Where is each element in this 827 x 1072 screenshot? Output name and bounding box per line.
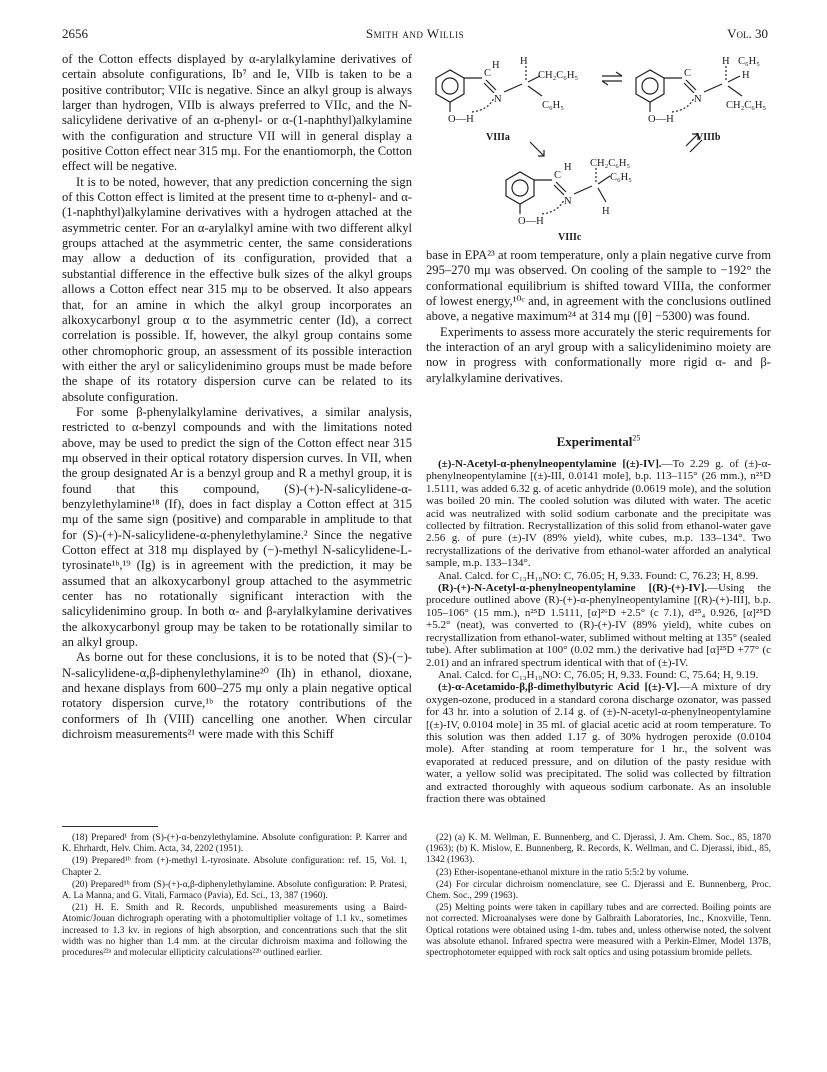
paragraph: For some β-phenylalkylamine derivatives, a similar analysis, restricted to α-benzyl compounds and with the limitations noted above, may be used to predict the sign of the Cotton effect near 315 mμ observed in their optical rotatory dispersion curves. In VII, when the group designated Ar is a benzyl group and R a methyl group, it is found that this compound, (S)-(+)-N-salicylidene-α-benzylethylamine¹⁸ (If), does in fact display a Cotton effect at 315 mμ of the same sign (positive) and comparable in amplitude to that for (S)-(+)-N-salicylidene-α-phenylethylamine.² Since the negative Cotton effect at 318 mμ displayed by (−)-methyl N-salicylidene-L-tyrosinate¹ᵇ,¹⁹ (Ig) is in agreement with the prediction, it may be assumed that an alkoxycarbonyl group attached to the asymmetric center has no rotationally significant interaction with the salicylidenimino group. In both α- and β-arylalkylamine derivatives the alkoxycarbonyl group may be taken to be rotationally similar to an alkyl group. <box>62 404 412 650</box>
procedure-text: —To 2.29 g. of (±)-α-phenylneopentylamine [(±)-III, 0.0141 mole], b.p. 113–115° (26 mm.), n²⁵D 1.5111, was added 6.32 g. of acetic anhydride (0.0619 mole), and the solution was boiled 20 min. The cooled solution was diluted with water. The acetic acid was neutralized with solid sodium carbonate and the precipitate was collected by filtration. Recrystallization of this solid from ethanol-water gave 2.56 g. of pure (±)-IV (89% yield), white cubes, m.p. 133–134°. Two recrystallizations of the derivative from ethanol-water afforded an analytical sample, m.p. 133–134°. <box>426 458 771 570</box>
label-n-b: N <box>694 94 702 105</box>
label-n-c: N <box>564 196 572 207</box>
page-number: 2656 <box>62 26 88 41</box>
label-viiia: VIIIa <box>486 132 510 143</box>
label-h-a2: H <box>520 56 528 67</box>
footnote: (19) Prepared¹ᵇ from (+)-methyl L-tyrosinate. Absolute configuration: ref. 15, Vol. 1, Chapter 2. <box>62 856 407 878</box>
label-c6h5-a: C₆H₅ <box>542 100 564 111</box>
running-head-authors: Smith and Willis <box>365 26 465 41</box>
label-c6h5-c: C₆H₅ <box>610 172 632 183</box>
aromatic-circle-a <box>442 78 458 94</box>
footnote: (21) H. E. Smith and R. Records, unpublished measurements using a Baird-Atomic/Jouan dichrograph operating with a photomultiplier voltage of 1.1 kv., sometimes increased to 1.3 kv. in regions of high absorption, and concentrations such that the slit width was no higher than 1.4 mm. at the circular dichroism maxima and following the procedures²²ᵃ and molecular ellipticity calculations²²ᵇ outlined earlier. <box>62 903 407 959</box>
label-oh-c: O—H <box>518 216 544 227</box>
footnote-rule <box>62 826 158 827</box>
label-oh-a: O—H <box>448 114 474 125</box>
experimental-heading-ref: 25 <box>632 433 641 443</box>
label-h-b2: H <box>742 70 750 81</box>
label-oh-b: O—H <box>648 114 674 125</box>
procedure-text: —A mixture of dry oxygen-ozone, produced in a standard corona discharge ozonator, was passed for 43 hr. into a solution of 2.14 g. of (±)-N-acetyl-α-phenylneopentylamine [(±)-IV, 0.0104 mole] in 35 ml. of glacial acetic acid at room temperature. To this solution was then added 1.17 g. of 30% hydrogen peroxide (0.0104 mole). After standing at room temperature for 1 hr., the solvent was evaporated at reduced pressure, and on dilution of the pasty residue with water, a yellow solid was precipitated. The solid was collected by filtration and extracted thoroughly with aqueous sodium carbonate. As an insoluble fraction there was obtained <box>426 681 771 805</box>
label-ch2c6h5-b: CH₂C₆H₅ <box>726 100 767 111</box>
label-h-b: H <box>722 56 730 67</box>
label-ch2c6h5-a: CH₂C₆H₅ <box>538 70 579 81</box>
label-n-a: N <box>494 94 502 105</box>
compound-title: (±)-N-Acetyl-α-phenylneopentylamine [(±)-IV]. <box>438 458 662 470</box>
footnotes-left <box>62 833 407 1033</box>
experimental-heading-text: Experimental <box>556 434 633 449</box>
conformer-diagram <box>426 50 771 246</box>
experimental-paragraph <box>426 458 771 570</box>
label-c-a: C <box>484 68 492 79</box>
left-column <box>62 52 412 817</box>
page-header <box>62 26 768 44</box>
footnotes-right <box>426 833 771 1033</box>
label-ch2c6h5-c: CH₂C₆H₅ <box>590 158 631 169</box>
label-c-b: C <box>684 68 692 79</box>
label-h-c: H <box>564 162 572 173</box>
paragraph: base in EPA²³ at room temperature, only a plain negative curve from 295–270 mμ was observed. On cooling of the sample to −192° the conformational equilibrium is shifted toward VIIIa, the conformer of lowest energy,¹⁰ᶜ and, in agreement with the conclusions outlined above, a negative maximum²⁴ at 314 mμ ([θ] −5300) was found. <box>426 248 771 324</box>
paragraph: Experiments to assess more accurately the steric requirements for the interaction of an aryl group with a salicylidenimino moiety are now in progress with conformationally more rigid α- and β-arylalkylamine derivatives. <box>426 324 771 385</box>
analysis-line: Anal. Calcd. for C₁₃H₁₉NO: C, 76.05; H, 9.33. Found: C, 76.23; H, 8.99. <box>438 569 759 582</box>
experimental-heading <box>426 434 771 450</box>
aromatic-circle-c <box>512 180 528 196</box>
paragraph: of the Cotton effects displayed by α-arylalkylamine derivatives of certain absolute configurations, Ib⁷ and Ie, VIIb is taken to be a positive contributor; VIIc is negative. Since an alkyl group is always larger than hydrogen, VIIb is always preferred to VIIc, and the N-salicylidene derivative of an α-phenyl- or α-(1-naphthyl)alkylamine with the configuration and structure VII will in general display a positive Cotton effect near 315 mμ. For the enantiomorph, the Cotton effect will be negative. <box>62 52 412 174</box>
footnote: (24) For circular dichroism nomenclature, see C. Djerassi and E. Bunnenberg, Proc. Chem. Soc., 299 (1963). <box>426 879 771 902</box>
label-c6h5-b: C₆H₅ <box>738 56 760 67</box>
hbond-a <box>472 98 494 112</box>
footnote: (18) Prepared¹ from (S)-(+)-α-benzylethylamine. Absolute configuration: P. Karrer and K. Ehrhardt, Helv. Chim. Acta, 34, 2202 (1951). <box>62 833 407 855</box>
paragraph: As borne out for these conclusions, it is to be noted that (S)-(−)-N-salicylidene-α,β-diphenylethylamine²⁰ (Ih) in ethanol, dioxane, and hexane displays from 600–275 mμ only a plain negative optical rotatory dispersion curve,¹ᵇ the rotatory contributions of the conformers of Ih (VIII) cancelling one another. When circular dichroism measurements²¹ were made with this Schiff <box>62 650 412 742</box>
label-h-a: H <box>492 60 500 71</box>
aromatic-circle-b <box>642 78 658 94</box>
footnote: (25) Melting points were taken in capillary tubes and are corrected. Boiling points are not corrected. Microanalyses were done by Galbraith Laboratories, Inc., Knoxville, Tenn. Optical rotations were obtained using 1-dm. tubes and, unless otherwise noted, the solvent was absolute ethanol. Infrared spectra were measured with a Perkin-Elmer, Model 137B, spectrophotometer equipped with rock salt optics and using potassium bromide pellets. <box>426 903 771 959</box>
benzene-ring-b <box>636 70 664 102</box>
bond-c-n-a <box>486 80 496 90</box>
right-column-top <box>426 248 771 422</box>
conformer-structures-svg <box>426 50 771 246</box>
footnote: (22) (a) K. M. Wellman, E. Bunnenberg, and C. Djerassi, J. Am. Chem. Soc., 85, 1870 (1963); (b) K. Mislow, E. Bunnenberg, R. Records, K. Wellman, and C. Djerassi, ibid., 85, 1342 (1963). <box>426 833 771 866</box>
compound-title: (R)-(+)-N-Acetyl-α-phenylneopentylamine [(R)-(+)-IV]. <box>438 582 708 595</box>
footnote: (23) Ether-isopentane-ethanol mixture in the ratio 5:5:2 by volume. <box>436 867 689 878</box>
procedure-text: —Using the procedure outlined above (R)-(+)-α-phenylneopentylamine [(R)-(+)-III], b.p. 105–106° (15 mm.), n²⁵D 1.5111, [α]²⁶D +2.5° (c 7.1), d²⁵₄ 0.926, [α]²⁵D +5.2° (neat), was converted to (R)-(+)-IV (89% yield), white cubes on recrystallization from ethanol-water, sublimed without melting at 135° (sealed tube). After sublimation at 100° (0.02 mm.) the derivative had [α]²⁵D +77° (c 2.01) and an infrared spectrum identical with that of (±)-IV. <box>426 582 771 669</box>
paragraph: It is to be noted, however, that any prediction concerning the sign of this Cotton effect is limited at the present time to α-phenyl- and α-(1-naphthyl)alkylamine derivatives with a hydrogen attached at the asymmetric center. For an α-arylalkyl amine with two different alkyl groups attached at the asymmetric center, the same considerations may allow a deduction of its configuration, provided that a substantial difference in the effective bulk sizes of the alkyl groups allows a Cotton effect near 315 mμ to be observed. It also appears that, for an amine in which the alkyl group incorporates an alkoxycarbonyl group α to the asymmetric center (Id), a correct correlation is possible. If, however, the alkyl group contains some other chromophoric group, an assessment of its possible interaction with either the aryl or salicylidenimino groups must be made before the shape of its rotatory dispersion curve can be related to its absolute configuration. <box>62 174 412 404</box>
benzene-ring-a <box>436 70 464 102</box>
experimental-section <box>426 458 771 812</box>
label-viiic: VIIIc <box>558 232 582 243</box>
label-h-c2: H <box>602 206 610 217</box>
experimental-paragraph <box>426 582 771 669</box>
footnote: (20) Prepared¹ᵇ from (S)-(+)-α,β-diphenylethylamine. Absolute configuration: P. Pratesi, A. La Manna, and G. Vitali, Farmaco (Pavia), Ed. Sci., 13, 387 (1960). <box>62 879 407 902</box>
analysis-line: Anal. Calcd. for C₁₃H₁₉NO: C, 76.05; H, 9.33. Found: C, 75.64; H, 9.19. <box>438 668 759 681</box>
benzene-ring-c <box>506 172 534 204</box>
label-viiib: VIIIb <box>696 132 721 143</box>
experimental-paragraph <box>426 681 771 805</box>
label-c-c: C <box>554 170 562 181</box>
volume-label: Vol. 30 <box>727 26 768 41</box>
compound-title: (±)-α-Acetamido-β,β-dimethylbutyric Acid [(±)-V]. <box>438 681 680 694</box>
bond-n-c-a <box>504 84 522 92</box>
